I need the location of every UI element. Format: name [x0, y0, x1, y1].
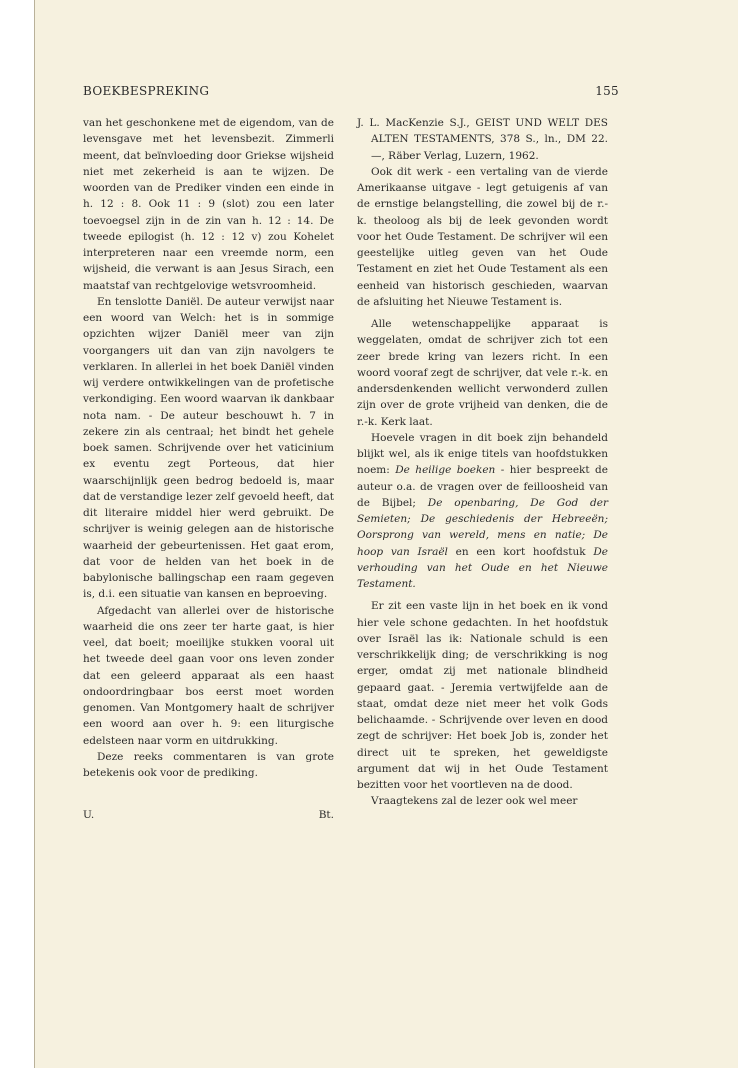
page — [34, 0, 738, 1068]
p3-text-3: en een kort hoofdstuk — [447, 545, 594, 558]
signature-right: Bt. — [318, 809, 334, 822]
signature-row — [83, 807, 334, 823]
right-paragraph-4: Er zit een vaste lijn in het boek en ik vond hier vele schone gedachten. In het hoofdstuk over Israël las ik: Nationale schuld is een verschrikkelijk ding; de verschrikking is nog erger, omdat zij met nationale blindheid gepaard gaat. - Jeremia vertwijfelde aan de staat, omdat deze niet meer het volk Gods belichaamde. - Schrijvende over leven en dood zegt de schrijver: Het boek Job is, zonder het direct uit te spreken, het geweldigste argument dat wij in het Oude Testament bezitten voor het voortleven na de dood. — [357, 600, 608, 791]
left-column — [83, 115, 334, 824]
left-paragraph-3: Afgedacht van allerlei over de historische waarheid die ons zeer ter harte gaat, is hier veel, dat boeit; moeilijke stukken vooral uit het tweede deel gaan voor ons leven zonder dat een geleerd apparaat als een haast ondoordringbaar bos eerst moet worden genomen. Van Montgomery haalt de schrijver een woord aan over h. 9: een liturgische edelsteen naar vorm en uitdrukking. — [83, 604, 334, 747]
right-paragraph-3 — [357, 430, 608, 593]
signature-left: U. — [83, 809, 95, 822]
right-paragraph-1: Ook dit werk - een vertaling van de vierde Amerikaanse uitgave - legt getuigenis af van de ernstige belangstelling, die zowel bij de r.-k. theoloog als bij de leek gevonden wordt voor het Oude Testament. De schrijver wil een geestelijke uitleg geven van het Oude Testament en ziet het Oude Testament als een eenheid van historisch geschieden, waarvan de afsluiting het Nieuwe Testament is. — [357, 165, 608, 308]
p3-text-1: Hoevele vragen in dit boek zijn behandeld blijkt wel, als ik enige titels van hoofdstukken noem: — [357, 431, 608, 477]
left-paragraph-1: van het geschonkene met de eigendom, van de levensgave met het levensbezit. Zimmerli meent, dat beïnvloeding door Griekse wijsheid niet met zekerheid is aan te wijzen. De woorden van de Prediker vinden een einde in h. 12 : 8. Ook 11 : 9 (slot) zou een later toevoegsel zijn in de zin van h. 12 : 14. De tweede epilogist (h. 12 : 12 v) zou Kohelet interpreteren naar een vreemde norm, een wijsheid, die verwant is aan Jesus Sirach, een maatstaf van rechtgelovige wetsvroomheid. — [83, 117, 334, 292]
p3-italic-1: De heilige boeken — [395, 464, 496, 477]
p3-text-2: - hier bespreekt de auteur o.a. de vragen over de feilloosheid van de Bijbel; — [357, 464, 608, 509]
book-entry-heading: J. L. MacKenzie S.J., GEIST UND WELT DES ALTEN TESTAMENTS, 378 S., ln., DM 22.—, Räber Verlag, Luzern, 1962. — [357, 117, 608, 162]
running-head — [83, 84, 619, 98]
left-paragraph-2: En tenslotte Daniël. De auteur verwijst naar een woord van Welch: het is in sommige opzichten wijzer Daniël meer van zijn voorgangers uit dan van zijn navolgers te verklaren. In allerlei in het boek Daniël vinden wij verdere ontwikkelingen van de profetische verkondiging. Een woord waarvan ik dankbaar nota nam. - De auteur beschouwt h. 7 in zekere zin als centraal; het bindt het gehele boek samen. Schrijvende over het vaticinium ex eventu zegt Porteous, dat hier waarschijnlijk geen bedrog bedoeld is, maar dat de verstandige lezer zelf gevoeld heeft, dat dit literaire middel hier werd gebruikt. De schrijver is weinig gelegen aan de historische waarheid der gebeurtenissen. Het gaat erom, dat voor de helden van het boek in de babylonische ballingschap een raam gegeven is, d.i. een situatie van kansen en beproeving. — [83, 295, 334, 601]
right-paragraph-5: Vraagtekens zal de lezer ook wel meer — [371, 795, 578, 808]
section-title: BOEKBESPREKING — [83, 84, 210, 98]
right-paragraph-2: Alle wetenschappelijke apparaat is weggelaten, omdat de schrijver zich tot een zeer brede kring van lezers richt. In een woord vooraf zegt de schrijver, dat vele r.-k. en andersdenkenden wellicht verwonderd zullen zijn over de grote vrijheid van denken, die de r.-k. Kerk laat. — [357, 318, 608, 428]
page-number: 155 — [595, 84, 619, 98]
left-paragraph-4: Deze reeks commentaren is van grote betekenis ook voor de prediking. — [83, 750, 334, 779]
p3-italic-2: De openbaring, De God der Semieten; De geschiedenis der Hebreeën; Oorsprong van wereld, mens en natie; De hoop van Israël — [357, 496, 608, 558]
right-column — [357, 115, 608, 810]
p3-italic-3: De verhouding van het Oude en het Nieuwe Testament. — [357, 545, 608, 590]
